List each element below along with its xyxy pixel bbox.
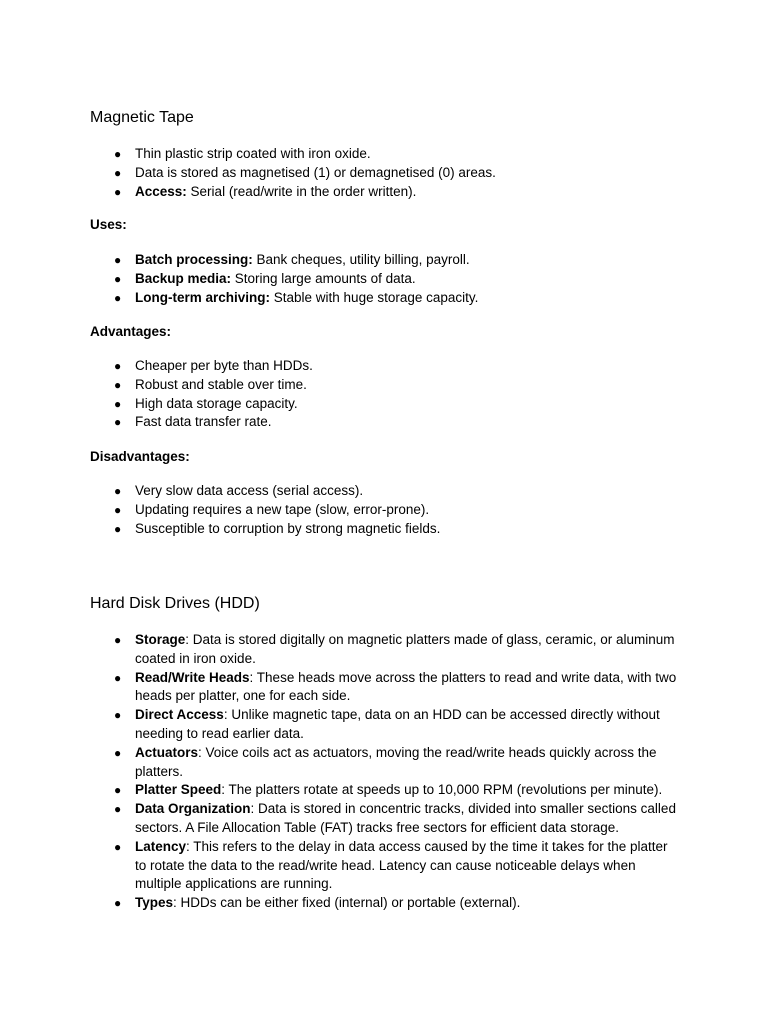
bullet-icon: ●	[114, 253, 122, 267]
list-item-text: Storing large amounts of data.	[231, 270, 416, 286]
uses-heading: Uses:	[90, 217, 127, 232]
list-item	[0, 289, 680, 308]
list-item-text: : The platters rotate at speeds up to 10,000 RPM (revolutions per minute).	[221, 782, 663, 798]
list-item	[0, 669, 680, 707]
bullet-icon: ●	[114, 670, 122, 685]
disadvantages-list	[0, 482, 768, 538]
hdd-list	[0, 631, 768, 913]
bullet-icon: ●	[114, 271, 122, 286]
list-item-term: Storage	[135, 632, 186, 647]
disadvantages-heading: Disadvantages:	[90, 449, 190, 464]
list-item-text: : Voice coils act as actuators, moving the read/write heads quickly across the platters.	[135, 744, 657, 779]
list-item-text: : HDDs can be either fixed (internal) or portable (external).	[173, 895, 521, 911]
list-item-text: Serial (read/write in the order written).	[186, 183, 417, 199]
bullet-icon: ●	[114, 147, 122, 161]
magnetic-tape-heading: Magnetic Tape	[90, 109, 194, 126]
list-item-term: Batch processing:	[135, 252, 253, 267]
bullet-icon: ●	[114, 633, 122, 647]
bullet-icon: ●	[114, 708, 122, 723]
bullet-icon: ●	[114, 377, 122, 392]
list-item	[0, 501, 680, 520]
list-item-text: Bank cheques, utility billing, payroll.	[252, 252, 470, 267]
list-item	[0, 744, 680, 782]
list-item-term: Long-term archiving:	[135, 289, 271, 305]
list-item-term: Read/Write Heads	[135, 669, 250, 685]
bullet-icon: ●	[114, 165, 122, 180]
bullet-icon: ●	[114, 802, 122, 817]
list-item-text: Susceptible to corruption by strong magnetic fields.	[135, 520, 441, 536]
list-item	[0, 270, 680, 289]
list-item	[0, 520, 680, 539]
list-item	[0, 357, 680, 376]
list-item	[0, 706, 680, 744]
uses-list	[0, 251, 768, 307]
list-item	[0, 631, 680, 669]
list-item-term: Backup media:	[135, 270, 232, 286]
list-item-text: Robust and stable over time.	[135, 376, 307, 392]
list-item	[0, 838, 680, 894]
list-item-text: : These heads move across the platters to read and write data, with two heads per platter, one for each side.	[135, 669, 677, 704]
list-item-text: High data storage capacity.	[135, 395, 298, 411]
magnetic-tape-intro-list	[0, 145, 768, 201]
list-item-term: Access:	[135, 183, 187, 199]
list-item	[0, 395, 680, 414]
bullet-icon: ●	[114, 290, 122, 305]
list-item	[0, 145, 680, 164]
list-item-text: Fast data transfer rate.	[135, 414, 272, 430]
list-item	[0, 781, 680, 800]
hdd-heading: Hard Disk Drives (HDD)	[90, 595, 260, 612]
list-item	[0, 183, 680, 202]
list-item-term: Direct Access	[135, 707, 224, 723]
bullet-icon: ●	[114, 396, 122, 411]
list-item	[0, 800, 680, 838]
list-item-text: Cheaper per byte than HDDs.	[135, 358, 313, 373]
list-item-text: Thin plastic strip coated with iron oxide.	[135, 146, 371, 161]
list-item	[0, 482, 680, 501]
list-item-text: : This refers to the delay in data access caused by the time it takes for the platter to rotate the data to the read/write head. Latency can cause noticeable delays when multiple applications are running.	[135, 838, 668, 892]
list-item-text: : Data is stored in concentric tracks, divided into smaller sections called sectors. A File Allocation Table (FAT) tracks free sectors for efficient data storage.	[135, 801, 676, 835]
bullet-icon: ●	[114, 415, 122, 430]
list-item-text: Updating requires a new tape (slow, error-prone).	[135, 501, 430, 517]
list-item-term: Latency	[135, 838, 187, 854]
list-item-text: : Data is stored digitally on magnetic platters made of glass, ceramic, or aluminum coated in iron oxide.	[135, 632, 675, 666]
bullet-icon: ●	[114, 896, 122, 911]
list-item-text: Data is stored as magnetised (1) or demagnetised (0) areas.	[135, 164, 496, 180]
bullet-icon: ●	[114, 783, 122, 798]
bullet-icon: ●	[114, 502, 122, 517]
list-item	[0, 251, 680, 270]
list-item-text: Stable with huge storage capacity.	[270, 289, 479, 305]
advantages-list	[0, 357, 768, 432]
list-item	[0, 413, 680, 432]
bullet-icon: ●	[114, 839, 122, 854]
list-item-term: Platter Speed	[135, 782, 222, 798]
list-item-term: Data Organization	[135, 801, 251, 817]
list-item-term: Actuators	[135, 744, 199, 760]
list-item-text: : Unlike magnetic tape, data on an HDD can be accessed directly without needing to read earlier data.	[135, 707, 660, 741]
bullet-icon: ●	[114, 484, 122, 498]
bullet-icon: ●	[114, 359, 122, 373]
list-item	[0, 164, 680, 183]
list-item	[0, 894, 680, 913]
list-item-term: Types	[135, 895, 174, 911]
bullet-icon: ●	[114, 184, 122, 199]
advantages-heading: Advantages:	[90, 324, 172, 339]
bullet-icon: ●	[114, 745, 122, 760]
list-item	[0, 376, 680, 395]
list-item-text: Very slow data access (serial access).	[135, 483, 364, 498]
bullet-icon: ●	[114, 521, 122, 536]
